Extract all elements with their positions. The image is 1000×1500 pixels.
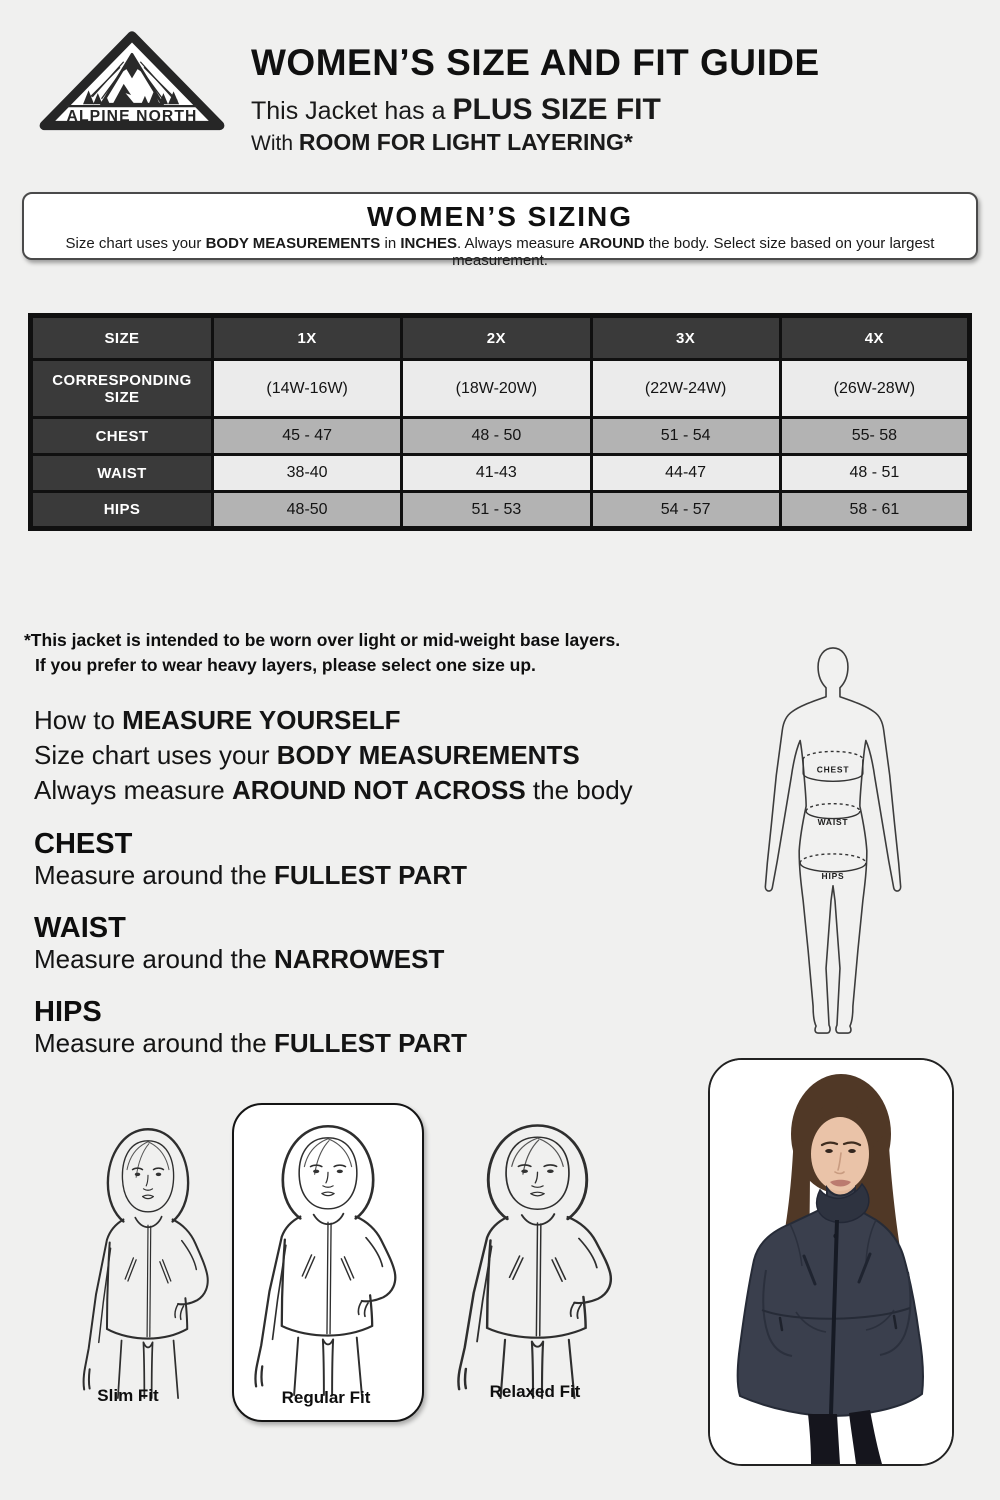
col-header-size: SIZE (31, 316, 213, 360)
instruction-seg-bold: NARROWEST (273, 944, 445, 974)
instruction-seg-bold: FULLEST PART (273, 860, 467, 890)
regular-fit-highlight-box (232, 1103, 424, 1422)
instruction-seg: Measure around the (34, 944, 274, 974)
row-label: WAIST (31, 455, 213, 492)
fit-subtitle (251, 93, 820, 127)
row-label: CORRESPONDING SIZE (31, 360, 213, 418)
layering-subtitle-bold: ROOM FOR LIGHT LAYERING* (298, 129, 633, 155)
table-row-hips (31, 492, 970, 529)
guide-seg-bold: MEASURE YOURSELF (122, 705, 401, 735)
measure-yourself-guide (34, 703, 633, 808)
cell-value: (14W-16W) (213, 360, 402, 418)
cell-value: 58 - 61 (780, 492, 969, 529)
cell-value: 51 - 53 (402, 492, 591, 529)
guide-seg: the body (525, 775, 633, 805)
page-title: WOMEN’S SIZE AND FIT GUIDE (251, 42, 820, 83)
alpine-north-logo-icon (35, 24, 229, 142)
desc-seg-bold: BODY MEASUREMENTS (205, 235, 381, 252)
guide-seg: Size chart uses your (34, 740, 277, 770)
chest-instruction (34, 860, 467, 891)
regular-fit-label: Regular Fit (281, 1388, 371, 1407)
cell-value: 48 - 50 (402, 418, 591, 455)
relaxed-fit-label: Relaxed Fit (489, 1382, 581, 1401)
sizing-banner-description (24, 235, 976, 269)
fit-figure-slim-illustration (48, 1112, 248, 1400)
waist-band-label: WAIST (817, 817, 849, 828)
header-text-block (251, 42, 820, 156)
sizing-banner-title: WOMEN’S SIZING (367, 201, 633, 232)
guide-seg-bold: BODY MEASUREMENTS (276, 740, 580, 770)
cell-value: 48-50 (213, 492, 402, 529)
cell-value: (22W-24W) (591, 360, 780, 418)
table-row-corresponding-size (31, 360, 970, 418)
fit-figure-relaxed-illustration (435, 1108, 640, 1400)
cell-value: 41-43 (402, 455, 591, 492)
waist-section (34, 912, 467, 975)
size-chart-table-wrap (28, 313, 972, 531)
col-header-3x: 3X (591, 316, 780, 360)
cell-value: 44-47 (591, 455, 780, 492)
waist-heading: WAIST (34, 912, 126, 944)
fit-subtitle-prefix: This Jacket has a (251, 97, 453, 125)
cell-value: 48 - 51 (780, 455, 969, 492)
table-row-waist (31, 455, 970, 492)
chest-heading: CHEST (34, 828, 133, 860)
guide-seg: Always measure (34, 775, 232, 805)
col-header-1x: 1X (213, 316, 402, 360)
cell-value: 55- 58 (780, 418, 969, 455)
guide-seg: How to (34, 705, 123, 735)
cell-value: 54 - 57 (591, 492, 780, 529)
cell-value: 45 - 47 (213, 418, 402, 455)
guide-line1 (34, 703, 633, 738)
col-header-2x: 2X (402, 316, 591, 360)
desc-seg: Size chart uses your (65, 235, 206, 252)
cell-value: 51 - 54 (591, 418, 780, 455)
table-row-chest (31, 418, 970, 455)
table-header-row (31, 316, 970, 360)
guide-seg-bold: AROUND NOT ACROSS (231, 775, 526, 805)
hips-band-label: HIPS (821, 870, 845, 881)
cell-value: (26W-28W) (780, 360, 969, 418)
womens-sizing-banner (22, 192, 978, 269)
waist-instruction (34, 944, 467, 975)
hips-heading: HIPS (34, 996, 102, 1028)
fit-subtitle-bold: PLUS SIZE FIT (452, 93, 661, 126)
layering-subtitle (251, 129, 820, 156)
guide-line3 (34, 773, 633, 808)
row-label: HIPS (31, 492, 213, 529)
model-photo-illustration (710, 1060, 952, 1464)
row-label: CHEST (31, 418, 213, 455)
footnote-line1: *This jacket is intended to be worn over light or mid-weight base layers. (24, 630, 621, 650)
desc-seg-bold: INCHES (400, 235, 458, 252)
desc-seg: . Always measure (457, 235, 579, 252)
desc-seg: the body. Select size based on your largest measurement. (452, 235, 935, 269)
cell-value: (18W-20W) (402, 360, 591, 418)
slim-fit-label: Slim Fit (97, 1386, 159, 1405)
measurement-sections (34, 828, 467, 1080)
fit-figure-regular-illustration (228, 1109, 428, 1397)
footnote-line2: If you prefer to wear heavy layers, please select one size up. (35, 655, 536, 675)
instruction-seg: Measure around the (34, 860, 274, 890)
col-header-4x: 4X (780, 316, 969, 360)
chest-section (34, 828, 467, 891)
desc-seg: in (380, 235, 401, 252)
chest-band-label: CHEST (816, 764, 850, 775)
logo-brand-text: ALPINE NORTH (66, 107, 198, 125)
hips-instruction (34, 1028, 467, 1059)
guide-line2 (34, 738, 633, 773)
layering-subtitle-prefix: With (251, 132, 299, 155)
instruction-seg: Measure around the (34, 1028, 274, 1058)
instruction-seg-bold: FULLEST PART (273, 1028, 467, 1058)
hips-section (34, 996, 467, 1059)
cell-value: 38-40 (213, 455, 402, 492)
body-measurement-diagram (748, 640, 918, 1038)
model-photo-card (708, 1058, 954, 1466)
size-chart-table (28, 313, 972, 531)
desc-seg-bold: AROUND (578, 235, 645, 252)
layering-footnote (24, 628, 620, 678)
